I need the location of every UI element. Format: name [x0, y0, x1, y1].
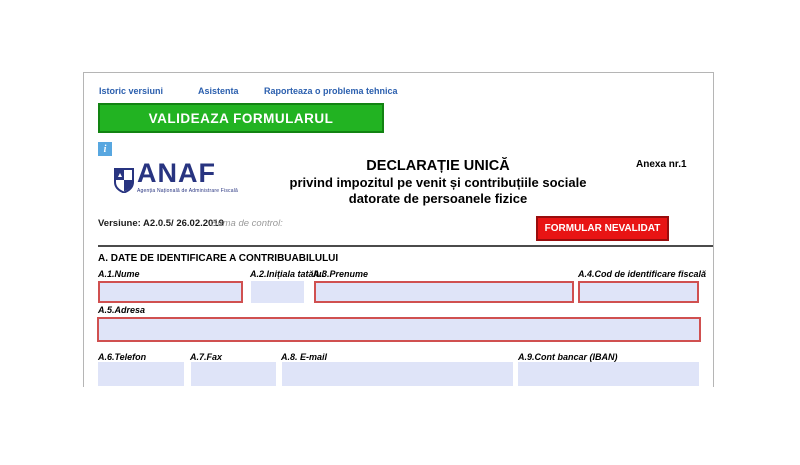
label-a8-email: A.8. E-mail [281, 352, 328, 362]
input-a4-cod-identificare[interactable] [578, 281, 699, 303]
input-a8-email[interactable] [282, 362, 513, 386]
input-a5-adresa[interactable] [97, 317, 701, 342]
input-a1-nume[interactable] [98, 281, 243, 303]
logo-name: ANAF [137, 158, 216, 188]
label-a7-fax: A.7.Fax [190, 352, 223, 362]
validate-form-button[interactable]: VALIDEAZA FORMULARUL [98, 103, 384, 133]
link-raporteaza-problema[interactable]: Raporteaza o problema tehnica [264, 86, 398, 96]
label-a5-adresa: A.5.Adresa [98, 305, 146, 315]
label-a1-nume: A.1.Nume [98, 269, 140, 279]
form-status-button[interactable]: FORMULAR NEVALIDAT [536, 216, 669, 241]
label-a6-telefon: A.6.Telefon [98, 352, 147, 362]
label-a9-cont-bancar: A.9.Cont bancar (IBAN) [518, 352, 618, 362]
form-page [83, 72, 714, 387]
control-sum-label: Suma de control: [211, 218, 283, 229]
input-a9-cont-bancar[interactable] [518, 362, 699, 386]
anaf-logo [114, 159, 238, 198]
input-a7-fax[interactable] [191, 362, 276, 386]
label-a2-initiala-tatalui: A.2.Inițiala tatălui [250, 269, 325, 279]
input-a3-prenume[interactable] [314, 281, 574, 303]
input-a2-initiala-tatalui[interactable] [251, 281, 304, 303]
annex-label: Anexa nr.1 [636, 159, 687, 170]
title-line3: datorate de persoanele fizice [348, 190, 528, 206]
section-divider [98, 245, 713, 247]
version-label: Versiune: A2.0.5/ 26.02.2019 [98, 218, 224, 229]
form-title [258, 157, 618, 206]
title-line2: privind impozitul pe venit și contribuțiile sociale [289, 175, 587, 190]
link-asistenta[interactable]: Asistenta [198, 86, 239, 96]
label-a3-prenume: A.3.Prenume [313, 269, 369, 279]
title-line1: DECLARAȚIE UNICĂ [366, 158, 510, 174]
label-a4-cod-identificare: A.4.Cod de identificare fiscală [578, 269, 707, 279]
logo-subtitle: Agenția Națională de Administrare Fiscală [137, 188, 239, 194]
shield-icon [114, 168, 134, 198]
link-istoric-versiuni[interactable]: Istoric versiuni [99, 86, 164, 96]
input-a6-telefon[interactable] [98, 362, 184, 386]
info-icon[interactable]: i [98, 142, 112, 156]
section-a-heading: A. DATE DE IDENTIFICARE A CONTRIBUABILULUI [98, 253, 339, 264]
